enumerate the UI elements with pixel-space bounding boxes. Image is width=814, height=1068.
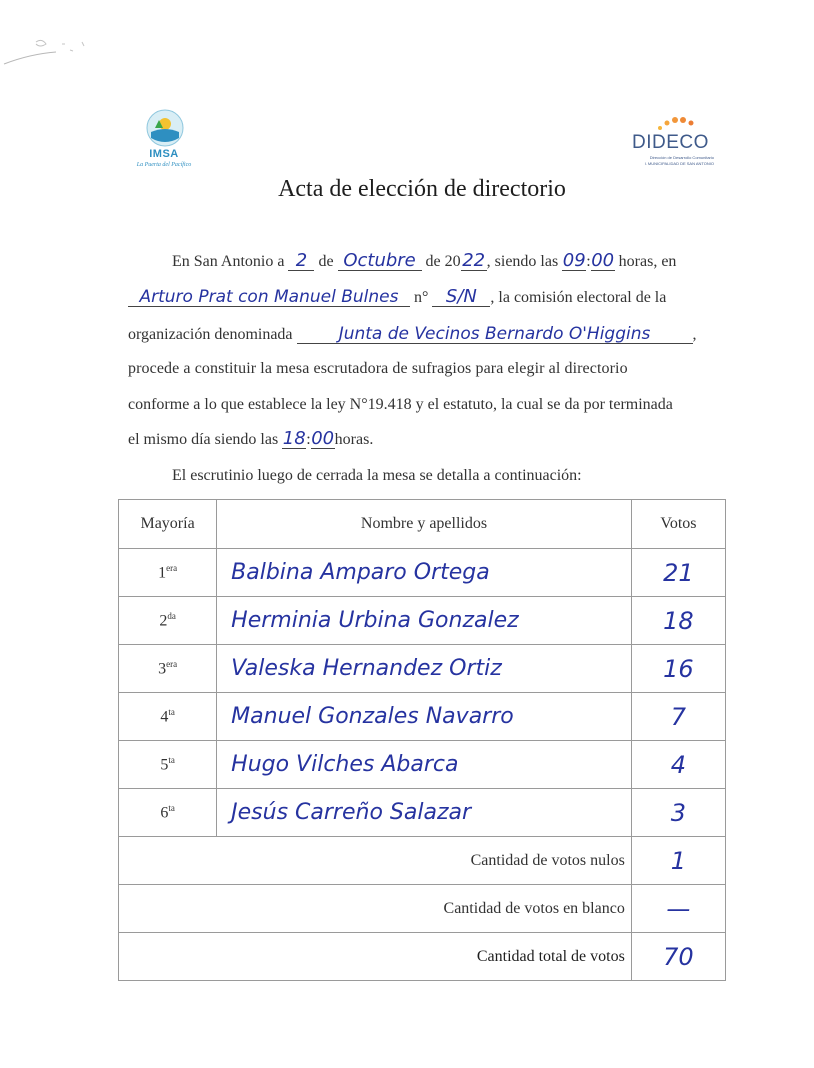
dideco-municipality: I. MUNICIPALIDAD DE SAN ANTONIO	[644, 161, 714, 166]
rank-number: 4	[160, 708, 169, 726]
organization-field[interactable]: Junta de Vecinos Bernardo O'Higgins	[297, 325, 693, 344]
start-hour-field[interactable]: 09	[562, 250, 586, 271]
paragraph-line-4: procede a constituir la mesa escrutadora de sufragios para elegir al directorio	[128, 360, 628, 377]
day-field[interactable]: 2	[288, 252, 314, 271]
static-text: :	[586, 253, 591, 270]
rank-suffix: era	[166, 658, 178, 669]
candidate-votes[interactable]: 16	[631, 645, 725, 693]
rank-suffix: da	[167, 610, 176, 621]
candidate-votes[interactable]: 3	[631, 789, 725, 837]
candidate-votes[interactable]: 18	[631, 597, 725, 645]
dideco-logo	[630, 112, 714, 168]
table-row	[119, 789, 726, 837]
dideco-dots-icon	[652, 112, 702, 132]
rank-number: 6	[160, 804, 169, 822]
rank-cell	[119, 693, 217, 741]
imsa-emblem-icon	[145, 108, 185, 148]
static-text: organización denominada	[128, 326, 293, 343]
table-row	[119, 693, 726, 741]
dideco-subtitle: Dirección de Desarrollo Comunitario	[649, 155, 714, 160]
candidate-name[interactable]: Balbina Amparo Ortega	[217, 549, 632, 597]
rank-cell	[119, 549, 217, 597]
candidate-name[interactable]: Manuel Gonzales Navarro	[217, 693, 632, 741]
candidate-votes[interactable]: 4	[631, 741, 725, 789]
rank-cell	[119, 789, 217, 837]
table-row	[119, 645, 726, 693]
static-text: el mismo día siendo las	[128, 431, 279, 448]
rank-number: 2	[159, 612, 168, 630]
header-nombre: Nombre y apellidos	[217, 500, 632, 549]
year-field[interactable]: 22	[462, 250, 486, 271]
dideco-wordmark: DIDECO	[632, 132, 709, 153]
header-mayoria: Mayoría	[119, 500, 217, 549]
rank-suffix: era	[166, 562, 178, 573]
total-votes-row	[119, 933, 726, 981]
blank-votes-label: Cantidad de votos en blanco	[119, 885, 632, 933]
paragraph-line-3	[128, 325, 716, 344]
table-row	[119, 741, 726, 789]
rank-cell	[119, 645, 217, 693]
end-minute-field[interactable]: 00	[311, 428, 335, 449]
total-votes-value[interactable]: 70	[631, 933, 725, 981]
rank-cell	[119, 597, 217, 645]
rank-cell	[119, 741, 217, 789]
static-text: ,	[692, 326, 697, 343]
pen-scribble-mark	[0, 30, 100, 80]
address-number-field[interactable]: S/N	[432, 288, 490, 307]
candidate-name[interactable]: Valeska Hernandez Ortiz	[217, 645, 632, 693]
static-text: En San Antonio a	[172, 253, 285, 270]
table-row	[119, 597, 726, 645]
null-votes-row	[119, 837, 726, 885]
end-hour-field[interactable]: 18	[282, 428, 306, 449]
rank-number: 3	[158, 660, 167, 678]
imsa-logo	[118, 108, 208, 174]
static-text: , siendo las	[486, 253, 559, 270]
static-text: de	[318, 253, 334, 270]
rank-suffix: ta	[168, 754, 175, 765]
table-row	[119, 549, 726, 597]
static-text: horas, en	[618, 253, 677, 270]
static-text: de 20	[425, 253, 461, 270]
address-field[interactable]: Arturo Prat con Manuel Bulnes	[128, 288, 410, 307]
candidate-name[interactable]: Herminia Urbina Gonzalez	[217, 597, 632, 645]
total-votes-label: Cantidad total de votos	[119, 933, 632, 981]
rank-suffix: ta	[168, 802, 175, 813]
document-title: Acta de elección de directorio	[278, 176, 566, 202]
results-table	[118, 499, 726, 981]
imsa-tagline: La Puerta del Pacífico	[136, 162, 192, 168]
paragraph-line-5: conforme a lo que establece la ley N°19.418 y el estatuto, la cual se da por terminada	[128, 396, 673, 413]
static-text: :	[306, 431, 311, 448]
month-field[interactable]: Octubre	[338, 252, 422, 271]
static-text: n°	[414, 289, 429, 306]
blank-votes-row	[119, 885, 726, 933]
rank-suffix: ta	[168, 706, 175, 717]
null-votes-value[interactable]: 1	[631, 837, 725, 885]
rank-number: 1	[158, 564, 167, 582]
paragraph-line-1	[172, 252, 760, 271]
header-votos: Votos	[631, 500, 725, 549]
static-text: , la comisión electoral de la	[490, 289, 667, 306]
candidate-name[interactable]: Hugo Vilches Abarca	[217, 741, 632, 789]
static-text: horas.	[334, 431, 374, 448]
candidate-votes[interactable]: 21	[631, 549, 725, 597]
paragraph-line-2	[128, 288, 716, 307]
null-votes-label: Cantidad de votos nulos	[119, 837, 632, 885]
candidate-votes[interactable]: 7	[631, 693, 725, 741]
rank-number: 5	[160, 756, 169, 774]
start-minute-field[interactable]: 00	[591, 250, 615, 271]
blank-votes-value[interactable]: —	[631, 885, 725, 933]
imsa-wordmark: IMSA	[149, 148, 179, 160]
candidate-name[interactable]: Jesús Carreño Salazar	[217, 789, 632, 837]
table-header-row	[119, 500, 726, 549]
paragraph-line-6	[128, 430, 716, 449]
paragraph-line-7: El escrutinio luego de cerrada la mesa se detalla a continuación:	[172, 467, 582, 484]
